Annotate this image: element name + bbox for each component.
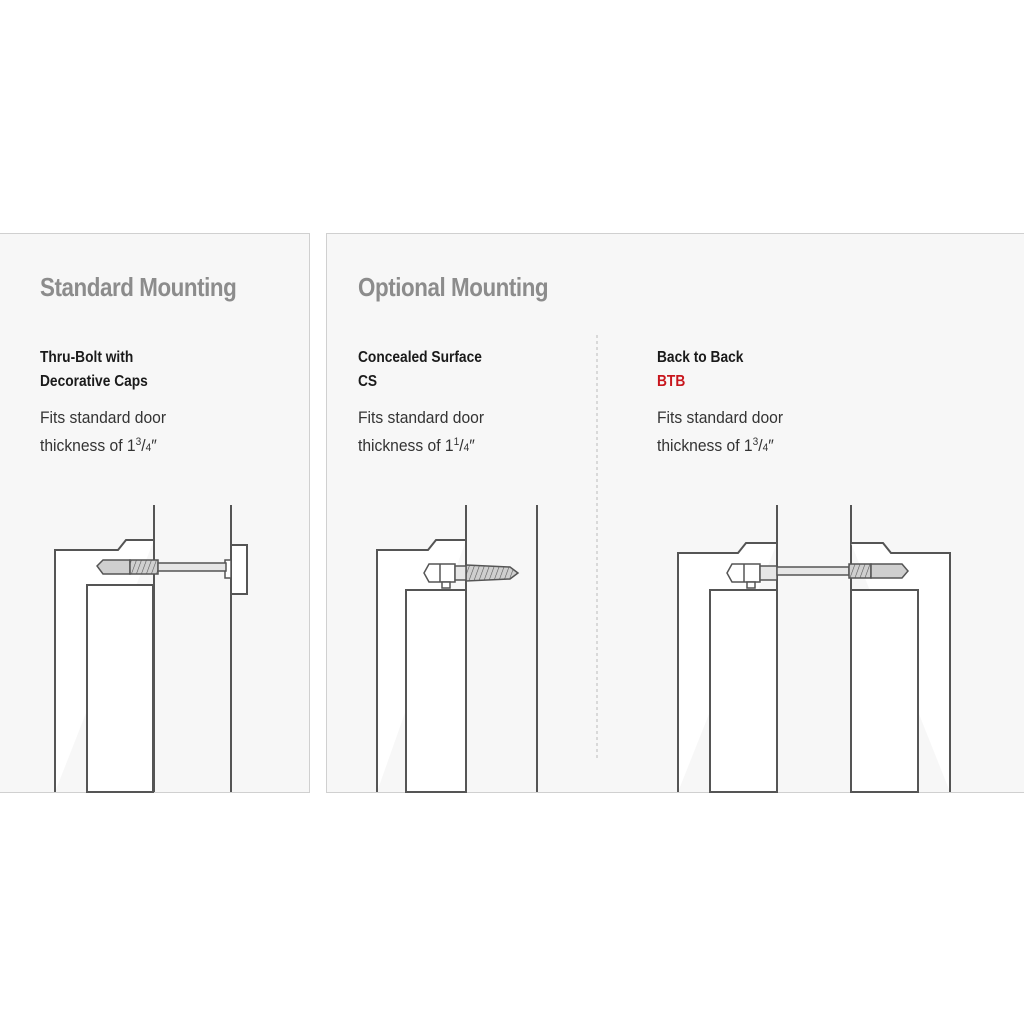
concealed-lag-screw	[466, 565, 518, 581]
standard-mounting-heading: Standard Mounting	[40, 272, 237, 302]
concealed-handle-inner	[406, 590, 466, 792]
btb-desc-line2: thickness of $1^3/4''$	[657, 436, 774, 455]
thru-bolt-subhead-line1: Thru-Bolt with	[40, 349, 134, 366]
btb-shaft	[777, 567, 849, 575]
concealed-surface-diagram	[377, 505, 537, 792]
btb-threads	[849, 564, 871, 578]
concealed-surface-subhead-line1: Concealed Surface	[358, 349, 482, 366]
btb-tip	[871, 564, 908, 578]
concealed-desc-line2: thickness of $1^1/4''$	[358, 436, 475, 455]
concealed-desc-line1: Fits standard door	[358, 408, 485, 427]
thru-bolt-desc-line2: thickness of $1^3/4''$	[40, 436, 157, 455]
btb-set-screw	[747, 582, 755, 588]
back-to-back-diagram	[678, 505, 950, 792]
thru-bolt-threads	[130, 560, 158, 574]
back-to-back-code: BTB	[657, 373, 686, 390]
concealed-surface-code: CS	[358, 373, 378, 390]
thru-bolt-desc-line1: Fits standard door	[40, 408, 167, 427]
thru-bolt-diagram	[55, 505, 247, 792]
concealed-set-screw	[442, 582, 450, 588]
thru-bolt-handle-inner	[87, 585, 153, 792]
back-to-back-subhead-line1: Back to Back	[657, 349, 744, 366]
btb-screw-neck	[760, 566, 777, 580]
optional-mounting-heading: Optional Mounting	[358, 272, 549, 302]
thru-bolt-shaft	[158, 563, 226, 571]
btb-right-handle-inner	[851, 590, 918, 792]
btb-desc-line1: Fits standard door	[657, 408, 784, 427]
thru-bolt-subhead-line2: Decorative Caps	[40, 373, 148, 390]
thru-bolt-tip	[97, 560, 130, 574]
btb-left-handle-inner	[710, 590, 777, 792]
concealed-screw-neck	[455, 566, 466, 580]
thru-bolt-decorative-cap	[231, 545, 247, 594]
